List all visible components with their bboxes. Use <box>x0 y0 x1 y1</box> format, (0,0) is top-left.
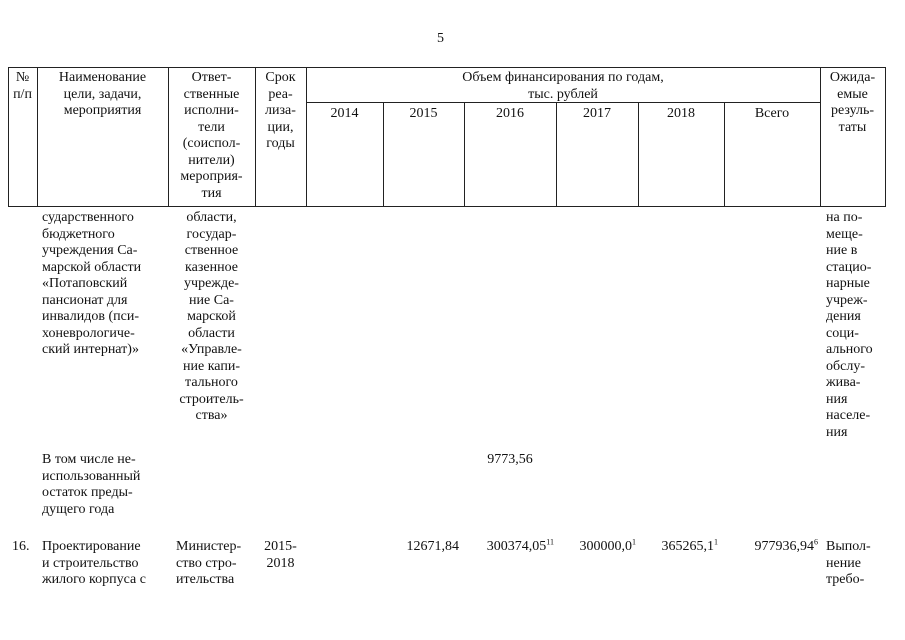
row16-2016-footnote: 11 <box>546 537 554 547</box>
sub-row-2016-value: 9773,56 <box>487 452 533 467</box>
table-top-border <box>8 67 886 68</box>
row16-2017-footnote: 1 <box>632 537 636 547</box>
header-name: Наименование цели, задачи, мероприятия <box>58 70 147 118</box>
row16-2016-value <box>464 539 554 556</box>
row16-term-cell: 2015- 2018 <box>264 539 297 571</box>
row16-name-cell: Проектирование и строительство жилого корпуса с <box>42 539 146 587</box>
col-border-right <box>885 67 886 207</box>
row16-result-cell: Выпол- нение требо- <box>826 539 871 587</box>
row16-2018-footnote: 1 <box>714 537 718 547</box>
page-number: 5 <box>437 31 444 46</box>
header-bottom-border <box>8 206 886 207</box>
header-year-2014: 2014 <box>330 106 359 121</box>
header-year-2016: 2016 <box>496 106 524 121</box>
header-year-2017: 2017 <box>583 106 611 121</box>
row16-2017-value <box>556 539 636 556</box>
header-term: Срок реа- лиза- ции, годы <box>265 70 296 151</box>
row16-total-text: 977936,94 <box>754 539 814 554</box>
header-year-2018: 2018 <box>667 106 695 121</box>
header-year-2015: 2015 <box>409 106 438 121</box>
header-funding: Объем финансирования по годам, тыс. рублей <box>462 70 664 102</box>
header-total: Всего <box>754 106 790 121</box>
row16-total-footnote: 6 <box>814 537 818 547</box>
row16-2017-text: 300000,0 <box>579 539 632 554</box>
row16-2015-text: 12671,84 <box>406 539 459 554</box>
continued-name-cell: сударственного бюджетного учреждения Са- марской области «Потаповский пансионат для инвалидов (пси- хоневрологиче- ский интернат)» <box>42 210 142 357</box>
row16-2016-text: 300374,05 <box>486 539 547 554</box>
row16-2018-value <box>638 539 718 556</box>
header-result: Ожида- емые резуль- таты <box>829 70 876 135</box>
sub-row-name-cell: В том числе не- использованный остаток преды- дущего года <box>42 452 141 517</box>
continued-result-cell: на по- меще- ние в стацио- нарные учреж- дения соци- ального обслу- жива- ния населе- ния <box>826 210 873 440</box>
row16-responsible-cell: Министер- ство стро- ительства <box>176 539 242 587</box>
row16-2015-value <box>383 539 459 556</box>
header-responsible: Ответ- ственные исполни- тели (соиспол- нители) мероприя- тия <box>180 70 243 201</box>
row16-2018-text: 365265,1 <box>661 539 714 554</box>
continued-responsible-cell: области, государ- ственное казенное учрежде- ние Са- марской области «Управле- ние капи- тального строитель- ства» <box>179 210 244 423</box>
row16-number: 16. <box>12 539 30 554</box>
row16-total-value <box>724 539 818 556</box>
header-num: № п/п <box>13 70 32 102</box>
